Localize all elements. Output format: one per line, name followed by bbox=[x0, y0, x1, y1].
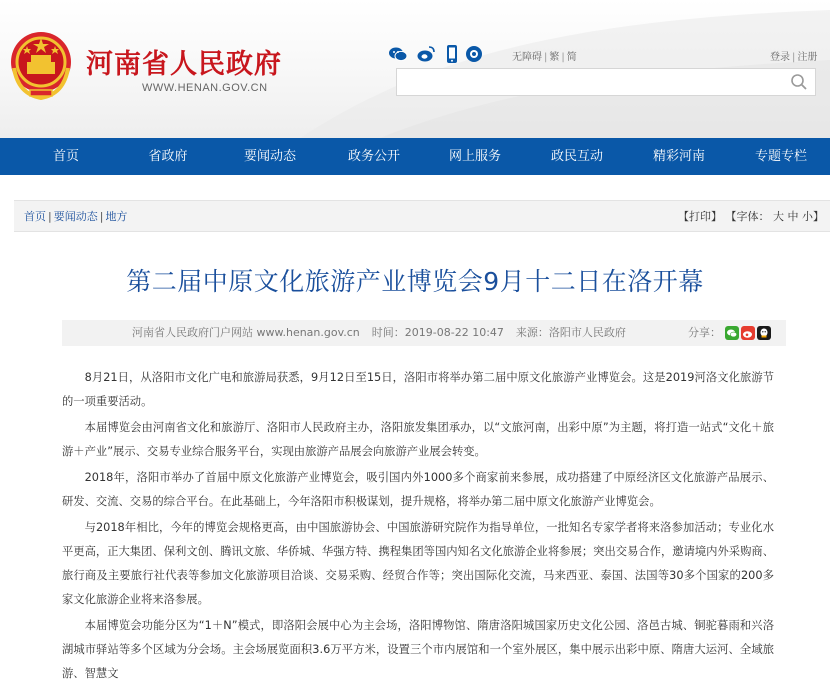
article-paragraph: 8月21日，从洛阳市文化广电和旅游局获悉，9月12日至15日，洛阳市将举办第二届中原文化旅游产业博览会。这是2019河洛文化旅游节的一项重要活动。 bbox=[62, 371, 774, 408]
search-box bbox=[396, 68, 816, 96]
search-icon[interactable] bbox=[789, 72, 809, 92]
divider: | bbox=[544, 52, 548, 63]
mobile-icon[interactable] bbox=[442, 44, 462, 64]
breadcrumb-separator: | bbox=[48, 210, 52, 223]
register-link[interactable]: 注册 bbox=[797, 52, 818, 63]
divider: | bbox=[792, 52, 796, 63]
nav-item-online-services[interactable]: 网上服务 bbox=[448, 149, 501, 164]
login-link[interactable]: 登录 bbox=[770, 52, 790, 63]
search-input[interactable] bbox=[397, 69, 777, 95]
font-large-button[interactable]: 大 bbox=[773, 210, 784, 223]
site-title[interactable]: 河南省人民政府 bbox=[86, 49, 282, 80]
article-paragraph: 2018年，洛阳市举办了首届中原文化旅游产业博览会，吸引国内外1000多个商家前来参展，成功搭建了中原经济区文化旅游产品展示、研发、交流、交易的综合平台。在此基础上，今年洛阳市积极谋划，提升规格，将举办第二届中原文化旅游产业博览会。 bbox=[62, 471, 774, 508]
national-emblem-icon bbox=[8, 28, 74, 102]
page-tools bbox=[678, 201, 824, 233]
article-origin: 来源：洛阳市人民政府 bbox=[515, 326, 626, 339]
nav-item-home[interactable]: 首页 bbox=[52, 149, 79, 164]
article-body bbox=[62, 366, 774, 688]
font-medium-button[interactable]: 中 bbox=[787, 210, 799, 223]
nav-item-special-topics[interactable]: 专题专栏 bbox=[754, 149, 807, 164]
font-size-bracket: 】 bbox=[813, 210, 824, 223]
account-links bbox=[770, 48, 817, 63]
article-title: 第二届中原文化旅游产业博览会9月十二日在洛开幕 bbox=[126, 267, 704, 296]
breadcrumb-local[interactable]: 地方 bbox=[105, 210, 128, 223]
site-header bbox=[0, 0, 830, 138]
article-paragraph: 本届博览会功能分区为“1＋N”模式，即洛阳会展中心为主会场，洛阳博物馆、隋唐洛阳城国家历史文化公园、洛邑古城、铜驼暮雨和兴洛湖城市驿站等多个区域为分会场。主会场展览面积3.6万平方米，设置三个市内展馆和一个室外展区，集中展示出彩中原、隋唐大运河、全域旅游、智慧文 bbox=[62, 619, 774, 680]
weibo-icon[interactable] bbox=[416, 44, 436, 64]
share-label: 分享： bbox=[688, 326, 721, 339]
source-site: 河南省人民政府门户网站 www.henan.gov.cn bbox=[132, 326, 360, 339]
simplified-chinese-link[interactable]: 简 bbox=[566, 52, 577, 63]
article-paragraph: 与2018年相比，今年的博览会规格更高，由中国旅游协会、中国旅游研究院作为指导单位，一批知名专家学者将来洛参加活动；专业化水平更高，正大集团、保利文创、腾讯文旅、华侨城、华强方特、携程集团等国内知名文化旅游企业将参展；突出交易合作，邀请境内外采购商、旅行商及主要旅行社代表等参加文化旅游项目洽谈、交易采购、经贸合作等；突出国际化交流，马来西亚、泰国、法国等30多个国家的200多家文化旅游企业将来洛参展。 bbox=[62, 521, 774, 606]
font-size-label: 【字体： bbox=[725, 210, 770, 223]
breadcrumb-news[interactable]: 要闻动态 bbox=[53, 210, 98, 223]
main-nav bbox=[0, 138, 830, 175]
nav-item-interaction[interactable]: 政民互动 bbox=[550, 149, 603, 164]
article-paragraph: 本届博览会由河南省文化和旅游厅、洛阳市人民政府主办，洛阳旅发集团承办，以“文旅河南，出彩中原”为主题，将打造一站式“文化＋旅游＋产业”展示、交易专业综合服务平台，实现由旅游产品展会向旅游产业展会转变。 bbox=[62, 421, 774, 458]
article-meta-bar bbox=[62, 320, 786, 346]
site-url: WWW.HENAN.GOV.CN bbox=[142, 82, 268, 94]
breadcrumb-separator: | bbox=[99, 210, 104, 223]
wechat-share-icon[interactable] bbox=[725, 326, 739, 340]
breadcrumb-home[interactable]: 首页 bbox=[24, 210, 46, 223]
article-meta bbox=[132, 320, 626, 346]
nav-item-public-affairs[interactable]: 政务公开 bbox=[347, 149, 400, 164]
divider: | bbox=[561, 52, 565, 63]
traditional-chinese-link[interactable]: 繁 bbox=[549, 52, 560, 63]
nav-item-news[interactable]: 要闻动态 bbox=[243, 149, 296, 164]
wechat-icon[interactable] bbox=[388, 44, 408, 64]
print-button[interactable]: 【打印】 bbox=[678, 210, 722, 223]
share-area bbox=[688, 320, 721, 346]
qq-share-icon[interactable] bbox=[757, 326, 771, 340]
breadcrumb bbox=[24, 201, 127, 233]
weibo-share-icon[interactable] bbox=[741, 326, 755, 340]
client-icon[interactable] bbox=[464, 44, 484, 64]
font-small-button[interactable]: 小 bbox=[802, 210, 813, 223]
nav-item-wonderful-henan[interactable]: 精彩河南 bbox=[652, 149, 705, 164]
publish-time: 时间：2019-08-22 10:47 bbox=[371, 326, 504, 339]
nav-item-government[interactable]: 省政府 bbox=[148, 149, 188, 164]
accessibility-link[interactable]: 无障碍 bbox=[512, 52, 542, 63]
accessibility-links bbox=[512, 48, 577, 63]
breadcrumb-bar bbox=[14, 200, 830, 232]
